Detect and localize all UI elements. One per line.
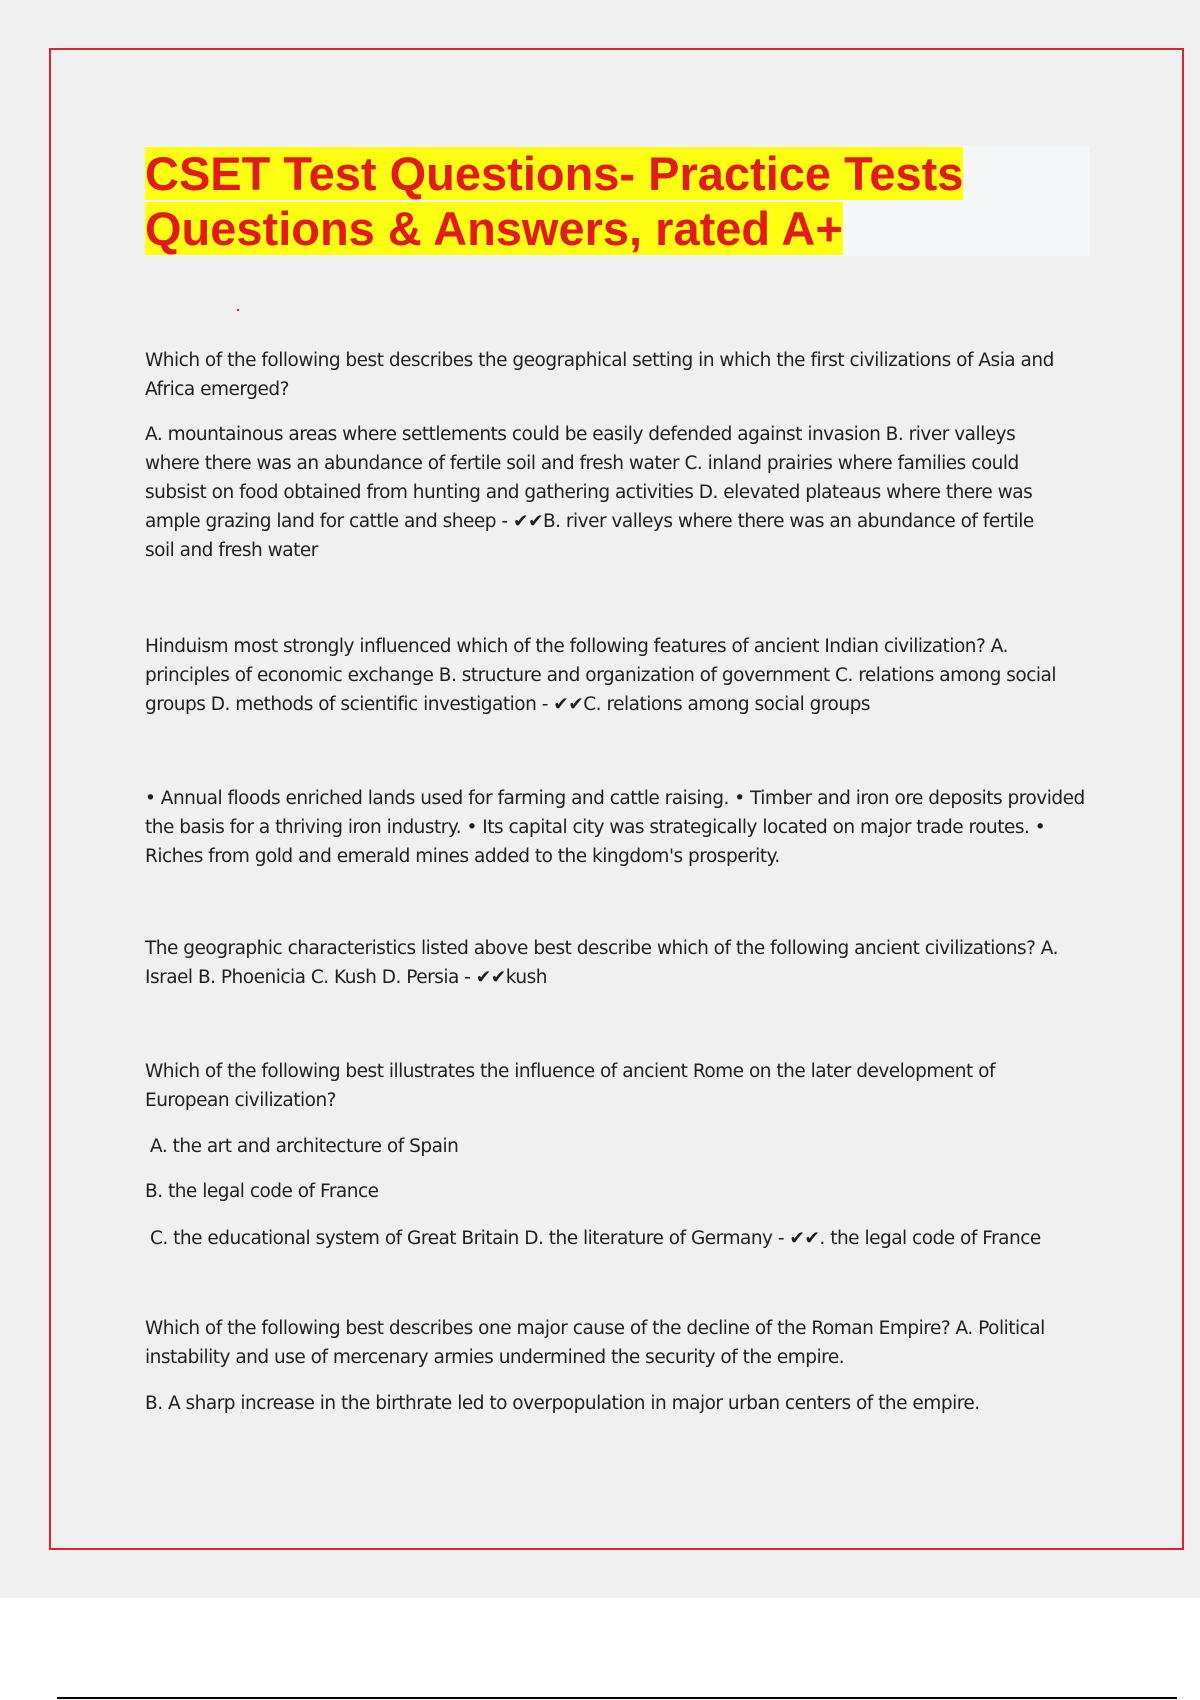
question-3-text: • Annual floods enriched lands used for farming and cattle raising. • Timber and iron ore deposits provided the basis for a thriving iron industry. • Its capital city was strategically located on major trade routes. • Riches from gold and emerald mines added to the kingdom's prosperity. bbox=[145, 788, 1085, 867]
question-5-text: Which of the following best illustrates the influence of ancient Rome on the later development of European civilization? bbox=[145, 1061, 995, 1111]
question-5-option-a: A. the art and architecture of Spain bbox=[150, 1136, 459, 1157]
title-line-2: Questions & Answers, rated A+ bbox=[145, 202, 843, 255]
question-2-text: Hinduism most strongly influenced which of the following features of ancient Indian civilization? A. principles of economic exchange B. structure and organization of government C. relations among social groups D. methods of scientific investigation - ✔✔C. relations among social groups bbox=[145, 636, 1057, 715]
red-dot-mark bbox=[237, 309, 239, 311]
question-1-text: Which of the following best describes the geographical setting in which the first civilizations of Asia and Africa emerged? bbox=[145, 350, 1054, 400]
question-4-text: The geographic characteristics listed above best describe which of the following ancient civilizations? A. Israel B. Phoenicia C. Kush D. Persia - ✔✔kush bbox=[145, 938, 1059, 988]
title-line-1: CSET Test Questions- Practice Tests bbox=[145, 147, 964, 200]
question-5-option-cd: C. the educational system of Great Britain D. the literature of Germany - ✔✔. the legal code of France bbox=[150, 1228, 1041, 1249]
question-5-option-b: B. the legal code of France bbox=[145, 1181, 379, 1202]
question-6-option-b: B. A sharp increase in the birthrate led to overpopulation in major urban centers of the empire. bbox=[145, 1393, 980, 1414]
footer-rule bbox=[57, 1697, 1177, 1699]
title-block bbox=[145, 146, 1090, 256]
question-1-answer: A. mountainous areas where settlements could be easily defended against invasion B. river valleys where there was an abundance of fertile soil and fresh water C. inland prairies where families could subsist on food obtained from hunting and gathering activities D. elevated plateaus where there was ample grazing land for cattle and sheep - ✔✔B. river valleys where there was an abundance of fertile soil and fresh water bbox=[145, 424, 1034, 561]
question-6-text: Which of the following best describes one major cause of the decline of the Roman Empire? A. Political instability and use of mercenary armies undermined the security of the empire. bbox=[145, 1318, 1045, 1368]
document-title bbox=[145, 146, 1090, 256]
